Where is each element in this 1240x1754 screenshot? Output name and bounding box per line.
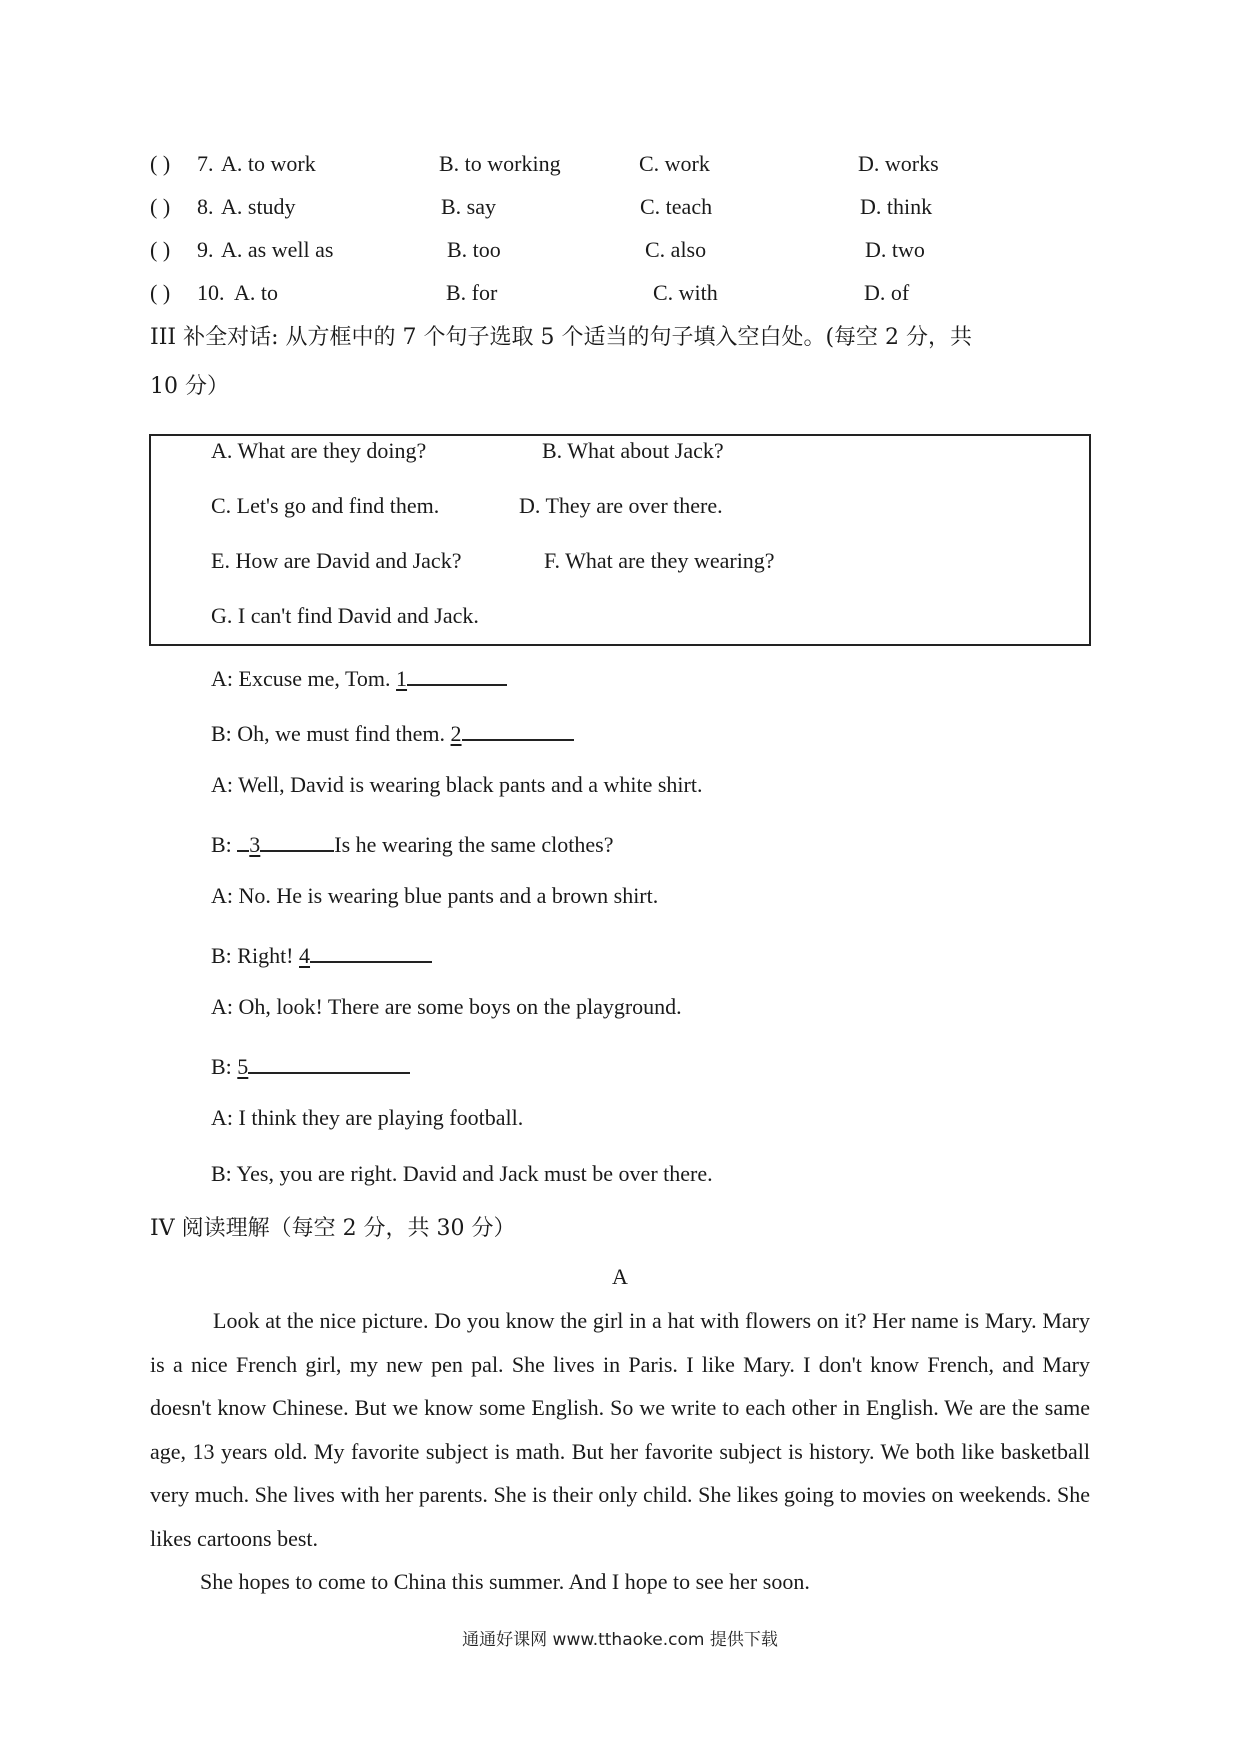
answer-blank[interactable] [462, 717, 574, 741]
answer-blank[interactable] [310, 939, 432, 963]
question-number: 7. [197, 151, 214, 176]
answer-blank[interactable] [260, 828, 334, 852]
answer-blank[interactable] [248, 1050, 410, 1074]
section-3-heading-cont: 10 分） [150, 374, 229, 399]
choice-row-9 [0, 237, 1240, 263]
option-d: D. works [858, 151, 939, 176]
option-c: C. with [653, 280, 718, 305]
dialogue-line: A: I think they are playing football. [211, 1105, 524, 1130]
dialogue-text: B: Right! [211, 943, 300, 968]
answer-paren: ( ) [150, 194, 171, 219]
dialogue-text: Is he wearing the same clothes? [334, 832, 614, 857]
dialogue-line: A: Well, David is wearing black pants and a white shirt. [211, 772, 703, 797]
option-a: A. to work [221, 151, 316, 176]
blank-number: 4 [299, 943, 311, 968]
option-b: B. too [447, 237, 501, 262]
dialogue-text: B: Oh, we must find them. [211, 721, 451, 746]
dialogue-text: B: [211, 832, 238, 857]
dialogue-line [211, 939, 432, 969]
option-b: B. to working [439, 151, 561, 176]
blank-number: 5 [237, 1054, 249, 1079]
blank-number: 1 [396, 666, 408, 691]
answer-paren: ( ) [150, 280, 171, 305]
dialogue-line [211, 717, 574, 747]
option-d: D. of [864, 280, 910, 305]
option-a: A. to [234, 280, 278, 305]
option-a: A. study [221, 194, 296, 219]
box-option-d: D. They are over there. [519, 493, 723, 518]
option-b: B. say [441, 194, 496, 219]
passage-title: A [612, 1264, 628, 1289]
box-option-g: G. I can't find David and Jack. [211, 603, 479, 628]
section-4-heading: IV 阅读理解（每空 2 分，共 30 分） [150, 1216, 516, 1241]
question-number: 10. [197, 280, 225, 305]
box-option-e: E. How are David and Jack? [211, 548, 462, 573]
option-a: A. as well as [221, 237, 334, 262]
dialogue-line [211, 662, 507, 692]
section-3-heading: III 补全对话: 从方框中的 7 个句子选取 5 个适当的句子填入空白处。(每空 2 分，共 [150, 325, 973, 350]
answer-paren: ( ) [150, 237, 171, 262]
option-d: D. think [860, 194, 933, 219]
question-number: 8. [197, 194, 214, 219]
box-option-f: F. What are they wearing? [544, 548, 775, 573]
dialogue-text: A: Excuse me, Tom. [211, 666, 397, 691]
answer-blank[interactable] [407, 662, 507, 686]
dialogue-line: A: Oh, look! There are some boys on the playground. [211, 994, 682, 1019]
option-c: C. also [645, 237, 707, 262]
choice-row-8 [0, 194, 1240, 220]
box-option-b: B. What about Jack? [542, 438, 724, 463]
answer-paren: ( ) [150, 151, 171, 176]
answer-blank[interactable] [237, 828, 249, 852]
passage-paragraph: She hopes to come to China this summer. And I hope to see her soon. [200, 1569, 810, 1594]
dialogue-line: A: No. He is wearing blue pants and a brown shirt. [211, 883, 659, 908]
box-option-c: C. Let's go and find them. [211, 493, 440, 518]
option-b: B. for [446, 280, 498, 305]
dialogue-line: B: Yes, you are right. David and Jack must be over there. [211, 1161, 713, 1186]
dialogue-line [211, 828, 613, 858]
question-number: 9. [197, 237, 214, 262]
dialogue-line [211, 1050, 410, 1080]
option-c: C. work [639, 151, 710, 176]
page-footer: 通通好课网 www.tthaoke.com 提供下载 [462, 1630, 778, 1650]
blank-number: 3 [249, 832, 261, 857]
choice-row-10 [0, 280, 1240, 306]
choice-row-7 [0, 151, 1240, 177]
box-option-a: A. What are they doing? [211, 438, 427, 463]
option-d: D. two [865, 237, 925, 262]
blank-number: 2 [450, 721, 462, 746]
dialogue-text: B: [211, 1054, 238, 1079]
option-c: C. teach [640, 194, 713, 219]
passage-paragraph: Look at the nice picture. Do you know the girl in a hat with flowers on it? Her name is Mary. Mary is a nice French girl, my new pen pal. She lives in Paris. I like Mary. I don't know French, and Mary doesn't know Chinese. But we know some English. So we write to each other in English. We are the same age, 13 years old. My favorite subject is math. But her favorite subject is history. We both like basketball very much. She lives with her parents. She is their only child. She likes going to movies on weekends. She likes cartoons best. [150, 1308, 1090, 1551]
